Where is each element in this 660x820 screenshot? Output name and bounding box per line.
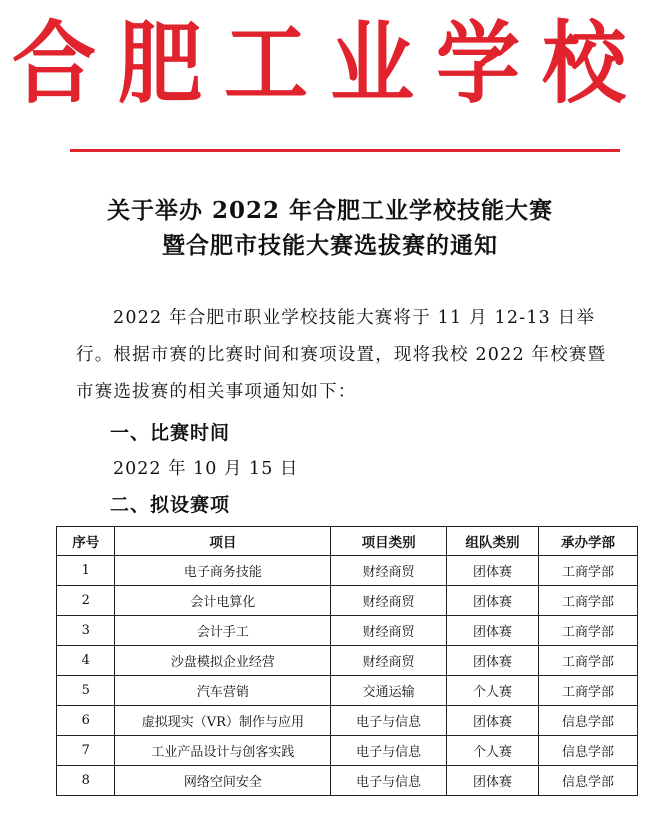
letterhead-divider — [70, 149, 620, 152]
cell-department: 工商学部 — [539, 676, 638, 706]
cell-team-type: 团体赛 — [447, 766, 539, 796]
cell-department: 工商学部 — [539, 616, 638, 646]
cell-team-type: 团体赛 — [447, 586, 539, 616]
header-team-type: 组队类别 — [447, 527, 539, 556]
notice-title-line1: 关于举办 2022 年合肥工业学校技能大赛 — [106, 197, 554, 224]
events-table — [56, 526, 638, 796]
cell-department: 信息学部 — [539, 736, 638, 766]
cell-category: 电子与信息 — [331, 706, 447, 736]
cell-team-type: 团体赛 — [447, 646, 539, 676]
cell-category: 交通运输 — [331, 676, 447, 706]
cell-department: 工商学部 — [539, 556, 638, 586]
cell-event: 沙盘模拟企业经营 — [115, 646, 331, 676]
cell-index: 6 — [57, 706, 115, 736]
header-category: 项目类别 — [331, 527, 447, 556]
cell-team-type: 团体赛 — [447, 706, 539, 736]
cell-category: 财经商贸 — [331, 616, 447, 646]
cell-index: 1 — [57, 556, 115, 586]
header-event: 项目 — [115, 527, 331, 556]
cell-department: 信息学部 — [539, 706, 638, 736]
header-index: 序号 — [57, 527, 115, 556]
cell-category: 财经商贸 — [331, 556, 447, 586]
intro-paragraph: 2022 年合肥市职业学校技能大赛将于 11 月 12-13 日举行。根据市赛的比赛时间和赛项设置，现将我校 2022 年校赛暨市赛选拔赛的相关事项通知如下： — [76, 308, 607, 402]
cell-event: 汽车营销 — [115, 676, 331, 706]
table-row — [57, 676, 638, 706]
cell-event: 虚拟现实（VR）制作与应用 — [115, 706, 331, 736]
cell-event: 电子商务技能 — [115, 556, 331, 586]
competition-date: 2022 年 10 月 15 日 — [113, 459, 299, 479]
cell-category: 财经商贸 — [331, 586, 447, 616]
cell-department: 工商学部 — [539, 586, 638, 616]
table-row — [57, 736, 638, 766]
table-row — [57, 766, 638, 796]
cell-index: 5 — [57, 676, 115, 706]
table-header-row — [57, 527, 638, 556]
cell-event: 会计电算化 — [115, 586, 331, 616]
letterhead-school-name: 合肥工业学校 — [11, 12, 648, 116]
cell-index: 7 — [57, 736, 115, 766]
cell-team-type: 个人赛 — [447, 676, 539, 706]
table-row — [57, 646, 638, 676]
cell-department: 信息学部 — [539, 766, 638, 796]
cell-event: 网络空间安全 — [115, 766, 331, 796]
cell-index: 8 — [57, 766, 115, 796]
table-row — [57, 706, 638, 736]
cell-category: 电子与信息 — [331, 736, 447, 766]
cell-category: 电子与信息 — [331, 766, 447, 796]
cell-department: 工商学部 — [539, 646, 638, 676]
cell-event: 会计手工 — [115, 616, 331, 646]
cell-category: 财经商贸 — [331, 646, 447, 676]
cell-index: 3 — [57, 616, 115, 646]
cell-index: 4 — [57, 646, 115, 676]
table-row — [57, 586, 638, 616]
header-department: 承办学部 — [539, 527, 638, 556]
cell-team-type: 团体赛 — [447, 556, 539, 586]
cell-team-type: 个人赛 — [447, 736, 539, 766]
cell-team-type: 团体赛 — [447, 616, 539, 646]
table-row — [57, 616, 638, 646]
section2-heading: 二、拟设赛项 — [110, 494, 231, 516]
cell-index: 2 — [57, 586, 115, 616]
notice-title-line2: 暨合肥市技能大赛选拔赛的通知 — [162, 232, 498, 259]
table-row — [57, 556, 638, 586]
section1-heading: 一、比赛时间 — [110, 422, 231, 444]
cell-event: 工业产品设计与创客实践 — [115, 736, 331, 766]
